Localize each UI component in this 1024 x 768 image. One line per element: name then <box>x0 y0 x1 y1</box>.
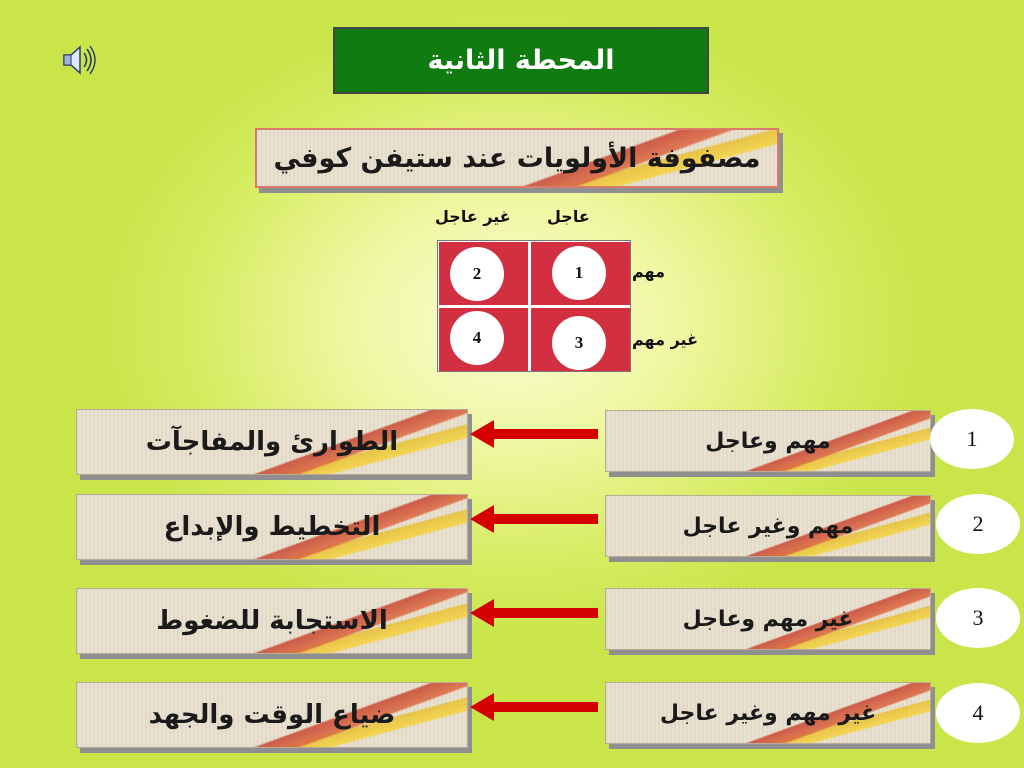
result-plaque-1 <box>76 409 468 475</box>
result-plaque-3 <box>76 588 468 654</box>
matrix-cell-1 <box>531 242 630 305</box>
result-plaque-2 <box>76 494 468 560</box>
column-header-not-urgent: غير عاجل <box>435 207 511 226</box>
row-number-2: 2 <box>936 494 1020 554</box>
quadrant-plaque-2 <box>605 495 931 557</box>
quadrant-plaque-3 <box>605 588 931 650</box>
matrix-number: 3 <box>552 316 606 370</box>
page-title: المحطة الثانية <box>333 27 709 94</box>
matrix-heading-text: مصفوفة الأولويات عند ستيفن كوفي <box>273 142 761 174</box>
matrix-number: 4 <box>450 311 504 365</box>
quadrant-text: غير مهم وعاجل <box>682 606 854 632</box>
row-number-1: 1 <box>930 409 1014 469</box>
row-header-important: مهم <box>632 262 666 281</box>
matrix-number: 2 <box>450 247 504 301</box>
quadrant-plaque-4 <box>605 682 931 744</box>
quadrant-text: مهم وغير عاجل <box>682 513 854 539</box>
result-plaque-4 <box>76 682 468 748</box>
quadrant-text: غير مهم وغير عاجل <box>659 700 877 726</box>
row-header-not-important: غير مهم <box>632 330 698 349</box>
left-arrow-icon <box>470 596 598 630</box>
left-arrow-icon <box>470 502 598 536</box>
matrix-cell-3 <box>531 308 630 371</box>
matrix-number: 1 <box>552 246 606 300</box>
result-text: الطوارئ والمفاجآت <box>145 427 399 457</box>
result-text: ضياع الوقت والجهد <box>148 700 396 730</box>
matrix-heading <box>255 128 779 188</box>
speaker-icon[interactable] <box>58 40 98 80</box>
row-number-4: 4 <box>936 683 1020 743</box>
quadrant-plaque-1 <box>605 410 931 472</box>
matrix-cell-2 <box>439 242 528 305</box>
column-header-urgent: عاجل <box>547 207 590 226</box>
left-arrow-icon <box>470 417 598 451</box>
left-arrow-icon <box>470 690 598 724</box>
result-text: الاستجابة للضغوط <box>156 606 388 636</box>
quadrant-text: مهم وعاجل <box>705 428 831 454</box>
row-number-3: 3 <box>936 588 1020 648</box>
matrix-cell-4 <box>439 308 528 371</box>
result-text: التخطيط والإبداع <box>163 512 381 542</box>
priority-matrix <box>437 240 631 372</box>
